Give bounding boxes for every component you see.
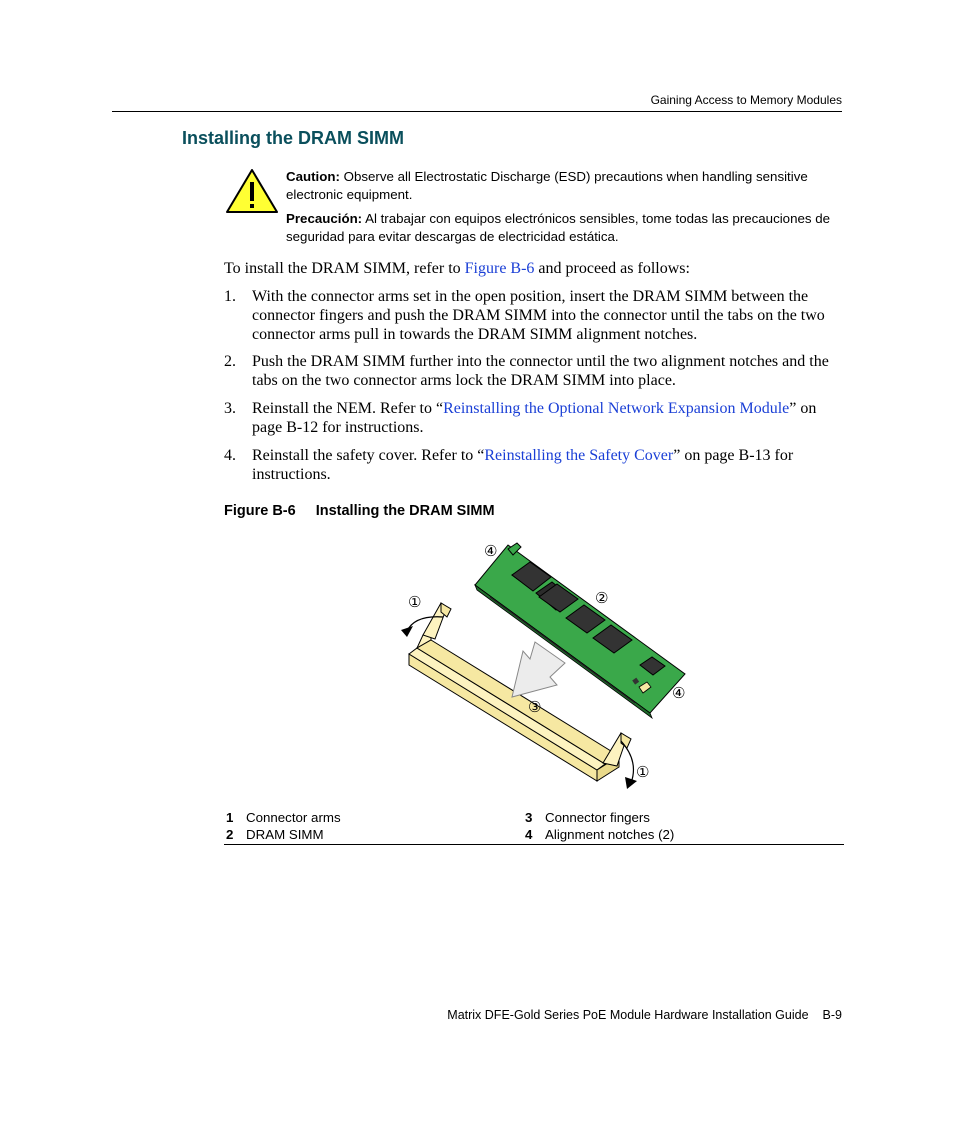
precaucion-body: Al trabajar con equipos electrónicos sensibles, tome todas las precauciones de seguridad para evitar descargas de electricidad estática.: [286, 211, 831, 244]
dram-simm-illustration: [395, 537, 705, 797]
legend-number: 1: [226, 810, 234, 825]
figure-title: Installing the DRAM SIMM: [315, 503, 495, 519]
step-text-after: ” on page B-13 for instructions.: [252, 447, 794, 483]
step-number: 4.: [224, 447, 236, 464]
legend-number: 3: [525, 810, 533, 825]
precaucion-label: Precaución:: [286, 211, 363, 226]
legend-item: [525, 826, 674, 843]
insertion-arrow-icon: [512, 642, 565, 697]
step-text: [252, 399, 844, 437]
step-text: [252, 446, 844, 484]
legend-number: 4: [525, 827, 533, 842]
caution-body: Observe all Electrostatic Discharge (ESD) precautions when handling sensitive electronic equipment.: [286, 169, 808, 202]
step-text: Push the DRAM SIMM further into the connector until the two alignment notches and the tabs on the two connector arms lock the DRAM SIMM into place.: [252, 353, 829, 389]
legend-number: 2: [226, 827, 234, 842]
intro-text: To install the DRAM SIMM, refer to: [224, 260, 465, 277]
legend-text: DRAM SIMM: [246, 827, 324, 842]
precaucion-note: [286, 210, 846, 246]
warning-triangle-icon: [225, 168, 279, 214]
callout-4-top: ④: [484, 542, 498, 560]
intro-text-end: and proceed as follows:: [534, 260, 690, 277]
caution-note: [286, 168, 846, 204]
step-number: 2.: [224, 353, 236, 370]
safety-cover-link[interactable]: Reinstalling the Safety Cover: [484, 447, 674, 464]
step-number: 3.: [224, 400, 236, 417]
step-text-after: ” on page B-12 for instructions.: [252, 400, 817, 436]
legend-item: [226, 809, 341, 826]
callout-4-bottom: ④: [672, 684, 686, 702]
step-text-before: Reinstall the NEM. Refer to “: [252, 400, 444, 417]
legend-text: Alignment notches (2): [545, 827, 675, 842]
running-header: Gaining Access to Memory Modules: [650, 93, 842, 107]
figure-label: Figure B-6: [224, 503, 296, 519]
legend-item: [525, 809, 650, 826]
callout-1-left: ①: [408, 593, 422, 611]
legend-item: [226, 826, 324, 843]
section-title: Installing the DRAM SIMM: [182, 128, 404, 148]
callout-3: ③: [528, 698, 542, 716]
intro-paragraph: [224, 259, 690, 278]
figure-link[interactable]: Figure B-6: [464, 260, 535, 277]
nem-link[interactable]: Reinstalling the Optional Network Expansion Module: [443, 400, 790, 417]
caution-label: Caution:: [286, 169, 340, 184]
page-footer: [0, 1008, 842, 1022]
legend-rule: [224, 844, 844, 845]
page-number: B-9: [822, 1008, 842, 1022]
step-number: 1.: [224, 288, 236, 305]
legend-text: Connector arms: [246, 810, 341, 825]
callout-1-right: ①: [636, 763, 650, 781]
step-text-before: Reinstall the safety cover. Refer to “: [252, 447, 485, 464]
callout-2: ②: [595, 589, 609, 607]
step-text: With the connector arms set in the open position, insert the DRAM SIMM between the connector fingers and push the DRAM SIMM into the connector until the tabs on the two connector arms pull in towards the DRAM SIMM alignment notches.: [252, 288, 825, 343]
legend-text: Connector fingers: [545, 810, 650, 825]
figure-caption: [224, 503, 495, 519]
header-rule: [112, 111, 842, 112]
footer-guide-title: Matrix DFE-Gold Series PoE Module Hardware Installation Guide: [447, 1008, 809, 1022]
